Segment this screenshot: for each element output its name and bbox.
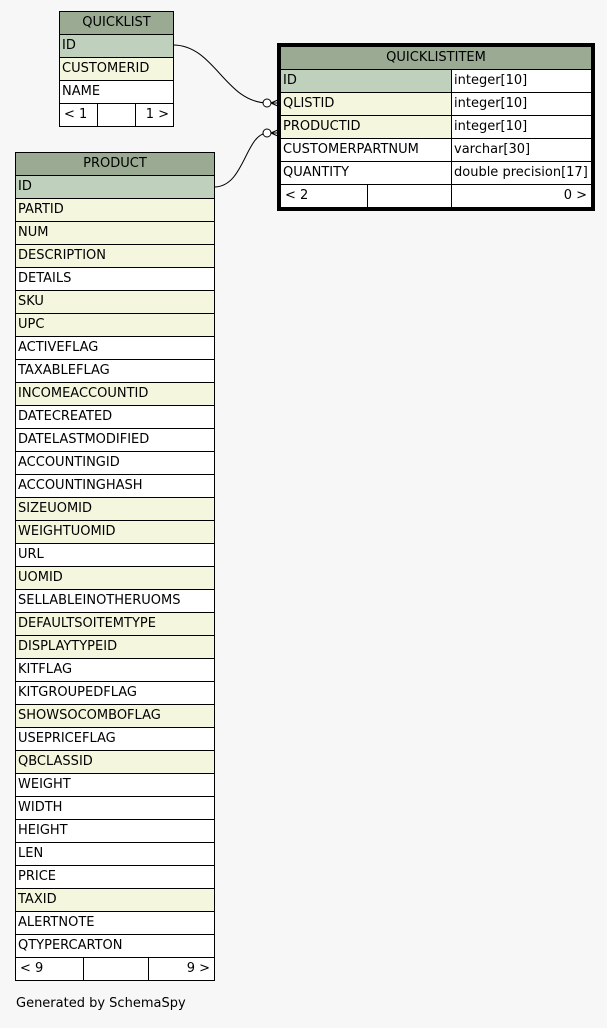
product-column-qbclassid[interactable]: QBCLASSID (16, 751, 215, 774)
product-column-weight[interactable]: WEIGHT (16, 774, 215, 797)
table-row (16, 797, 215, 820)
product-column-sku[interactable]: SKU (16, 291, 215, 314)
footer-credit: Generated by SchemaSpy (16, 996, 186, 1011)
product-nav-spacer (84, 958, 149, 981)
table-row (60, 81, 174, 104)
quicklistitem-column-customerpartnum[interactable]: CUSTOMERPARTNUM (281, 139, 452, 162)
table-row (16, 728, 215, 751)
table-row (16, 912, 215, 935)
product-column-datecreated[interactable]: DATECREATED (16, 406, 215, 429)
table-row (16, 544, 215, 567)
table-row (281, 93, 592, 116)
table-row (16, 567, 215, 590)
product-nav-row (16, 958, 215, 981)
product-column-taxid[interactable]: TAXID (16, 889, 215, 912)
product-column-qtypercarton[interactable]: QTYPERCARTON (16, 935, 215, 958)
table-row (16, 475, 215, 498)
table-row (16, 590, 215, 613)
product-title[interactable]: PRODUCT (16, 153, 215, 176)
product-column-accountinghash[interactable]: ACCOUNTINGHASH (16, 475, 215, 498)
table-row (16, 659, 215, 682)
product-column-sizeuomid[interactable]: SIZEUOMID (16, 498, 215, 521)
product-column-uomid[interactable]: UOMID (16, 567, 215, 590)
table-row (16, 406, 215, 429)
table-product[interactable] (15, 152, 215, 981)
table-row (281, 139, 592, 162)
table-row (16, 521, 215, 544)
productid-optional-marker (263, 129, 271, 137)
table-row (16, 383, 215, 406)
quicklistitem-column-productid[interactable]: PRODUCTID (281, 116, 452, 139)
table-row (281, 162, 592, 185)
product-column-accountingid[interactable]: ACCOUNTINGID (16, 452, 215, 475)
table-row (16, 199, 215, 222)
quicklistitem-nav-spacer (368, 185, 452, 208)
product-column-len[interactable]: LEN (16, 843, 215, 866)
quicklist-children-link[interactable]: 1 > (136, 104, 174, 127)
product-column-kitflag[interactable]: KITFLAG (16, 659, 215, 682)
table-row (16, 866, 215, 889)
table-row (16, 291, 215, 314)
quicklist-parents-link[interactable]: < 1 (60, 104, 98, 127)
product-column-datelastmodified[interactable]: DATELASTMODIFIED (16, 429, 215, 452)
quicklistitem-parents-link[interactable]: < 2 (281, 185, 368, 208)
table-row (60, 35, 174, 58)
quicklist-column-customerid[interactable]: CUSTOMERID (60, 58, 174, 81)
product-column-usepriceflag[interactable]: USEPRICEFLAG (16, 728, 215, 751)
table-row (16, 636, 215, 659)
table-row (16, 429, 215, 452)
quicklistitem-type-quantity: double precision[17] (452, 162, 592, 185)
product-column-description[interactable]: DESCRIPTION (16, 245, 215, 268)
table-row (16, 337, 215, 360)
product-parents-link[interactable]: < 9 (16, 958, 84, 981)
quicklist-nav-row (60, 104, 174, 127)
table-row (16, 222, 215, 245)
product-column-id[interactable]: ID (16, 176, 215, 199)
product-column-taxableflag[interactable]: TAXABLEFLAG (16, 360, 215, 383)
quicklistitem-column-quantity[interactable]: QUANTITY (281, 162, 452, 185)
table-row (16, 176, 215, 199)
product-column-incomeaccountid[interactable]: INCOMEACCOUNTID (16, 383, 215, 406)
product-column-kitgroupedflag[interactable]: KITGROUPEDFLAG (16, 682, 215, 705)
product-column-url[interactable]: URL (16, 544, 215, 567)
table-row (16, 452, 215, 475)
quicklist-to-qlistid-link (173, 45, 268, 103)
quicklist-title[interactable]: QUICKLIST (60, 12, 174, 35)
product-column-weightuomid[interactable]: WEIGHTUOMID (16, 521, 215, 544)
table-row (16, 682, 215, 705)
quicklistitem-type-qlistid: integer[10] (452, 93, 592, 116)
product-column-activeflag[interactable]: ACTIVEFLAG (16, 337, 215, 360)
product-children-link[interactable]: 9 > (149, 958, 215, 981)
qlistid-optional-marker (263, 99, 271, 107)
table-quicklistitem[interactable] (280, 46, 592, 208)
product-column-partid[interactable]: PARTID (16, 199, 215, 222)
quicklistitem-type-productid: integer[10] (452, 116, 592, 139)
table-row (16, 705, 215, 728)
quicklist-column-id[interactable]: ID (60, 35, 174, 58)
quicklistitem-type-id: integer[10] (452, 70, 592, 93)
product-column-defaultsoitemtype[interactable]: DEFAULTSOITEMTYPE (16, 613, 215, 636)
table-row (60, 58, 174, 81)
quicklist-nav-spacer (98, 104, 136, 127)
product-column-height[interactable]: HEIGHT (16, 820, 215, 843)
product-column-sellableinotheruoms[interactable]: SELLABLEINOTHERUOMS (16, 590, 215, 613)
product-column-alertnote[interactable]: ALERTNOTE (16, 912, 215, 935)
quicklistitem-title[interactable]: QUICKLISTITEM (281, 47, 592, 70)
table-row (16, 843, 215, 866)
product-column-width[interactable]: WIDTH (16, 797, 215, 820)
productid-crowfoot (271, 129, 280, 137)
quicklistitem-nav-row (281, 185, 592, 208)
table-row (16, 268, 215, 291)
product-column-showsocomboflag[interactable]: SHOWSOCOMBOFLAG (16, 705, 215, 728)
product-to-productid-link (214, 133, 268, 187)
table-row (16, 820, 215, 843)
table-row (16, 498, 215, 521)
table-row (281, 116, 592, 139)
table-row (281, 70, 592, 93)
quicklistitem-type-customerpartnum: varchar[30] (452, 139, 592, 162)
table-row (16, 245, 215, 268)
quicklistitem-column-id[interactable]: ID (281, 70, 452, 93)
table-row (16, 613, 215, 636)
product-column-details[interactable]: DETAILS (16, 268, 215, 291)
table-row (16, 314, 215, 337)
table-row (16, 935, 215, 958)
product-column-upc[interactable]: UPC (16, 314, 215, 337)
table-row (16, 774, 215, 797)
table-row (16, 751, 215, 774)
product-column-num[interactable]: NUM (16, 222, 215, 245)
product-column-displaytypeid[interactable]: DISPLAYTYPEID (16, 636, 215, 659)
table-row (16, 889, 215, 912)
table-quicklist[interactable] (59, 11, 174, 127)
product-column-price[interactable]: PRICE (16, 866, 215, 889)
table-row (16, 360, 215, 383)
quicklistitem-column-qlistid[interactable]: QLISTID (281, 93, 452, 116)
quicklist-column-name[interactable]: NAME (60, 81, 174, 104)
qlistid-crowfoot (271, 99, 280, 107)
quicklistitem-children-link[interactable]: 0 > (452, 185, 592, 208)
